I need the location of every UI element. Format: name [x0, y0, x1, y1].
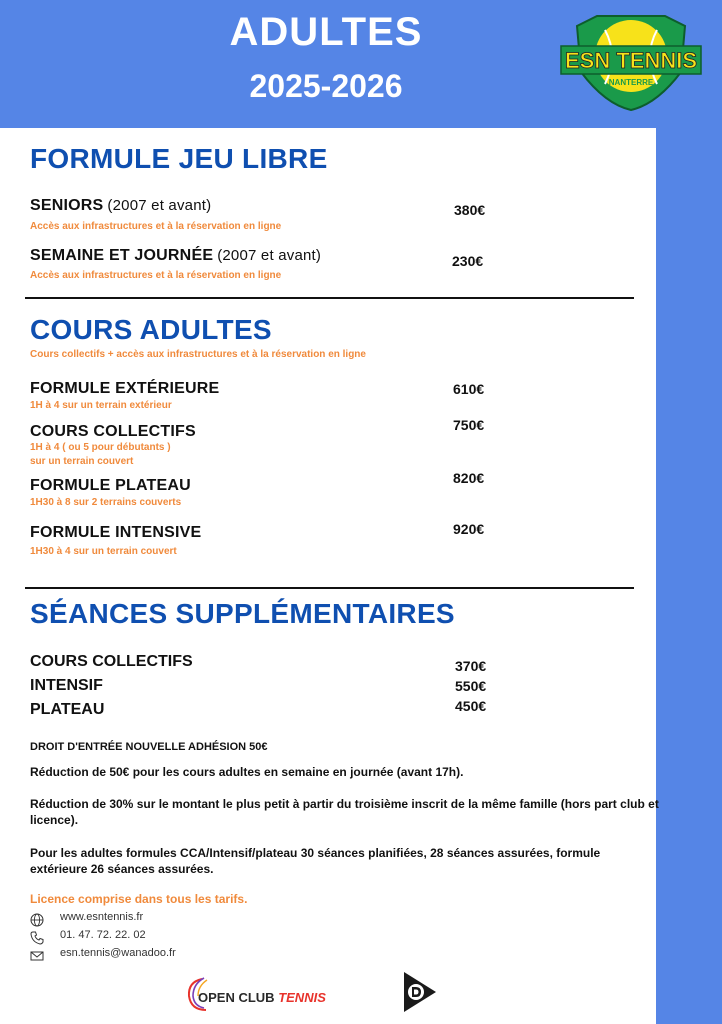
- price-seniors: 380€: [454, 202, 486, 218]
- globe-icon: [30, 913, 44, 927]
- price-extra-cours-collectifs: 370€: [455, 658, 487, 674]
- price-formule-intensive: 920€: [453, 521, 485, 537]
- envelope-icon: [30, 949, 44, 963]
- right-side-band: [656, 128, 722, 1024]
- price-extra-plateau: 450€: [455, 698, 487, 714]
- item-formule-exterieure: FORMULE EXTÉRIEURE: [30, 380, 220, 397]
- licence-note: Licence comprise dans tous les tarifs.: [30, 892, 248, 906]
- item-semaine-journee-note: Accès aux infrastructures et à la réservation en ligne: [30, 270, 282, 281]
- droit-entree: DROIT D'ENTRÉE NOUVELLE ADHÉSION 50€: [30, 741, 268, 753]
- item-formule-exterieure-note: 1H à 4 sur un terrain extérieur: [30, 400, 172, 411]
- phone-text[interactable]: 01. 47. 72. 22. 02: [60, 929, 146, 941]
- website-text[interactable]: www.esntennis.fr: [60, 911, 144, 923]
- price-semaine-journee: 230€: [452, 253, 484, 269]
- item-cours-collectifs: COURS COLLECTIFS: [30, 423, 196, 440]
- phone-icon: [30, 931, 44, 945]
- item-cours-collectifs-note-2: sur un terrain couvert: [30, 456, 134, 467]
- item-cours-collectifs-note: 1H à 4 ( ou 5 pour débutants ): [30, 442, 171, 453]
- dunlop-logo: [400, 970, 440, 1014]
- item-seniors-note: Accès aux infrastructures et à la réservation en ligne: [30, 221, 282, 232]
- extra-cours-collectifs: COURS COLLECTIFS: [30, 653, 193, 670]
- esn-tennis-logo: [557, 12, 705, 112]
- price-formule-plateau: 820€: [453, 470, 485, 486]
- item-formule-plateau: FORMULE PLATEAU: [30, 477, 191, 494]
- open-club-tennis-logo: [184, 976, 344, 1014]
- page-subtitle: 2025-2026: [249, 68, 403, 104]
- item-formule-intensive: FORMULE INTENSIVE: [30, 524, 202, 541]
- price-extra-intensif: 550€: [455, 678, 487, 694]
- reduction-semaine: Réduction de 50€ pour les cours adultes en semaine en journée (avant 17h).: [30, 765, 464, 779]
- divider: [25, 297, 634, 299]
- extra-plateau: PLATEAU: [30, 701, 105, 718]
- page-title: ADULTES: [229, 10, 423, 54]
- open-club-text: OPEN CLUB: [198, 990, 275, 1005]
- email-text[interactable]: esn.tennis@wanadoo.fr: [60, 947, 176, 959]
- item-seniors: SENIORS (2007 et avant): [30, 197, 212, 214]
- section-title-seances: SÉANCES SUPPLÉMENTAIRES: [30, 598, 455, 629]
- price-formule-exterieure: 610€: [453, 381, 485, 397]
- section-title-cours-adultes: COURS ADULTES: [30, 314, 272, 345]
- reduction-famille: Réduction de 30% sur le montant le plus petit à partir du troisième inscrit de la même famille (hors part club et licence).: [30, 797, 659, 827]
- section-title-jeu-libre: FORMULE JEU LIBRE: [30, 143, 328, 174]
- item-semaine-journee: SEMAINE ET JOURNÉE (2007 et avant): [30, 247, 322, 264]
- item-formule-intensive-note: 1H30 à 4 sur un terrain couvert: [30, 546, 177, 557]
- price-cours-collectifs: 750€: [453, 417, 485, 433]
- logo-subtext: NANTERRE: [608, 78, 654, 87]
- extra-intensif: INTENSIF: [30, 677, 103, 694]
- item-formule-plateau-note: 1H30 à 8 sur 2 terrains couverts: [30, 497, 182, 508]
- open-club-tennis-text: TENNIS: [278, 990, 326, 1005]
- cours-adultes-note: Cours collectifs + accès aux infrastructures et à la réservation en ligne: [30, 349, 366, 360]
- logo-text: ESN TENNIS: [564, 48, 698, 73]
- divider: [25, 587, 634, 589]
- seances-info: Pour les adultes formules CCA/Intensif/plateau 30 séances planifiées, 28 séances assurées, formule extérieure 26 séances assurées.: [30, 846, 601, 876]
